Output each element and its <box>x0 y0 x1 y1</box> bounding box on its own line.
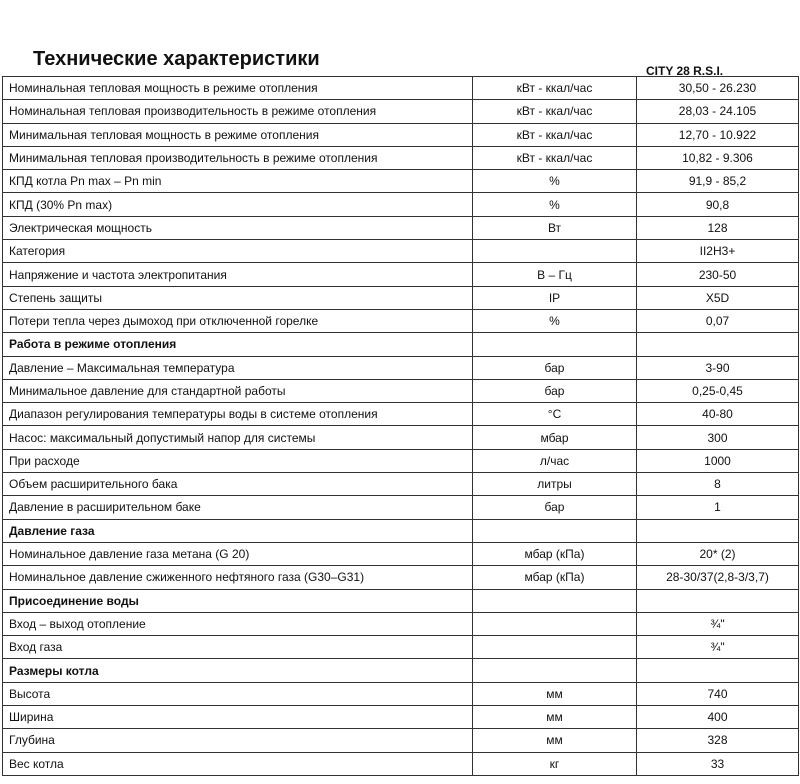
param-name-cell: Минимальное давление для стандартной работы <box>3 379 473 402</box>
table-row <box>3 612 799 635</box>
value-cell: 300 <box>637 426 799 449</box>
value-cell: 40-80 <box>637 403 799 426</box>
value-cell: X5D <box>637 286 799 309</box>
unit-cell: кг <box>473 752 637 775</box>
param-name-cell: Присоединение воды <box>3 589 473 612</box>
value-cell: 230-50 <box>637 263 799 286</box>
value-cell: 8 <box>637 473 799 496</box>
unit-cell <box>473 636 637 659</box>
value-cell: 0,07 <box>637 309 799 332</box>
param-name-cell: Давление газа <box>3 519 473 542</box>
table-row <box>3 752 799 775</box>
unit-cell: Вт <box>473 216 637 239</box>
value-cell: 740 <box>637 682 799 705</box>
table-row <box>3 566 799 589</box>
param-name-cell: Вход газа <box>3 636 473 659</box>
section-header-row <box>3 519 799 542</box>
unit-cell: °C <box>473 403 637 426</box>
unit-cell: л/час <box>473 449 637 472</box>
unit-cell: литры <box>473 473 637 496</box>
unit-cell <box>473 589 637 612</box>
table-row <box>3 263 799 286</box>
unit-cell <box>473 333 637 356</box>
value-cell <box>637 519 799 542</box>
unit-cell: IP <box>473 286 637 309</box>
unit-cell: мм <box>473 729 637 752</box>
param-name-cell: Работа в режиме отопления <box>3 333 473 356</box>
value-cell: 12,70 - 10.922 <box>637 123 799 146</box>
param-name-cell: Минимальная тепловая производительность в режиме отопления <box>3 146 473 169</box>
param-name-cell: Номинальное давление сжиженного нефтяного газа (G30–G31) <box>3 566 473 589</box>
value-cell: 1000 <box>637 449 799 472</box>
specs-table-body <box>3 77 799 776</box>
table-row <box>3 636 799 659</box>
unit-cell: бар <box>473 496 637 519</box>
table-row <box>3 77 799 100</box>
value-cell: 28,03 - 24.105 <box>637 100 799 123</box>
value-cell: 28-30/37(2,8-3/3,7) <box>637 566 799 589</box>
param-name-cell: Глубина <box>3 729 473 752</box>
param-name-cell: Номинальная тепловая мощность в режиме отопления <box>3 77 473 100</box>
table-row <box>3 473 799 496</box>
unit-cell <box>473 519 637 542</box>
table-row <box>3 426 799 449</box>
value-cell: 10,82 - 9.306 <box>637 146 799 169</box>
unit-cell <box>473 612 637 635</box>
value-cell: 33 <box>637 752 799 775</box>
section-header-row <box>3 659 799 682</box>
unit-cell: мм <box>473 682 637 705</box>
table-row <box>3 449 799 472</box>
unit-cell: мбар (кПа) <box>473 566 637 589</box>
unit-cell <box>473 659 637 682</box>
unit-cell: кВт - ккал/час <box>473 77 637 100</box>
value-cell: 0,25-0,45 <box>637 379 799 402</box>
section-header-row <box>3 333 799 356</box>
value-cell: 20* (2) <box>637 542 799 565</box>
param-name-cell: Степень защиты <box>3 286 473 309</box>
param-name-cell: Электрическая мощность <box>3 216 473 239</box>
unit-cell: бар <box>473 379 637 402</box>
table-row <box>3 170 799 193</box>
param-name-cell: Ширина <box>3 706 473 729</box>
unit-cell: кВт - ккал/час <box>473 123 637 146</box>
table-row <box>3 240 799 263</box>
table-row <box>3 216 799 239</box>
value-cell: 3-90 <box>637 356 799 379</box>
unit-cell: кВт - ккал/час <box>473 100 637 123</box>
table-row <box>3 123 799 146</box>
value-cell: 90,8 <box>637 193 799 216</box>
value-cell <box>637 333 799 356</box>
table-row <box>3 356 799 379</box>
param-name-cell: Категория <box>3 240 473 263</box>
unit-cell: % <box>473 170 637 193</box>
param-name-cell: Диапазон регулирования температуры воды в системе отопления <box>3 403 473 426</box>
param-name-cell: КПД котла Pn max – Pn min <box>3 170 473 193</box>
param-name-cell: Номинальное давление газа метана (G 20) <box>3 542 473 565</box>
value-cell: 1 <box>637 496 799 519</box>
param-name-cell: Номинальная тепловая производительность в режиме отопления <box>3 100 473 123</box>
param-name-cell: Минимальная тепловая мощность в режиме отопления <box>3 123 473 146</box>
table-row <box>3 542 799 565</box>
value-cell: 328 <box>637 729 799 752</box>
unit-cell: мбар (кПа) <box>473 542 637 565</box>
value-cell: ¾" <box>637 636 799 659</box>
unit-cell: мбар <box>473 426 637 449</box>
table-row <box>3 706 799 729</box>
param-name-cell: Вход – выход отопление <box>3 612 473 635</box>
param-name-cell: Объем расширительного бака <box>3 473 473 496</box>
value-cell: 400 <box>637 706 799 729</box>
param-name-cell: Давление в расширительном баке <box>3 496 473 519</box>
param-name-cell: КПД (30% Pn max) <box>3 193 473 216</box>
table-row <box>3 729 799 752</box>
param-name-cell: Высота <box>3 682 473 705</box>
table-row <box>3 146 799 169</box>
table-row <box>3 379 799 402</box>
specs-table <box>2 76 799 776</box>
table-row <box>3 403 799 426</box>
param-name-cell: При расходе <box>3 449 473 472</box>
param-name-cell: Вес котла <box>3 752 473 775</box>
unit-cell: мм <box>473 706 637 729</box>
value-cell: II2H3+ <box>637 240 799 263</box>
param-name-cell: Напряжение и частота электропитания <box>3 263 473 286</box>
table-row <box>3 309 799 332</box>
param-name-cell: Размеры котла <box>3 659 473 682</box>
model-label: CITY 28 R.S.I. <box>646 64 724 78</box>
value-cell: 128 <box>637 216 799 239</box>
unit-cell: % <box>473 193 637 216</box>
param-name-cell: Насос: максимальный допустимый напор для системы <box>3 426 473 449</box>
unit-cell: % <box>473 309 637 332</box>
table-row <box>3 286 799 309</box>
unit-cell <box>473 240 637 263</box>
value-cell: ¾" <box>637 612 799 635</box>
table-row <box>3 682 799 705</box>
unit-cell: В – Гц <box>473 263 637 286</box>
value-cell <box>637 589 799 612</box>
unit-cell: кВт - ккал/час <box>473 146 637 169</box>
param-name-cell: Давление – Максимальная температура <box>3 356 473 379</box>
section-header-row <box>3 589 799 612</box>
page-title: Технические характеристики <box>33 48 320 70</box>
table-row <box>3 496 799 519</box>
value-cell: 30,50 - 26.230 <box>637 77 799 100</box>
param-name-cell: Потери тепла через дымоход при отключенной горелке <box>3 309 473 332</box>
table-row <box>3 100 799 123</box>
table-row <box>3 193 799 216</box>
value-cell <box>637 659 799 682</box>
unit-cell: бар <box>473 356 637 379</box>
value-cell: 91,9 - 85,2 <box>637 170 799 193</box>
